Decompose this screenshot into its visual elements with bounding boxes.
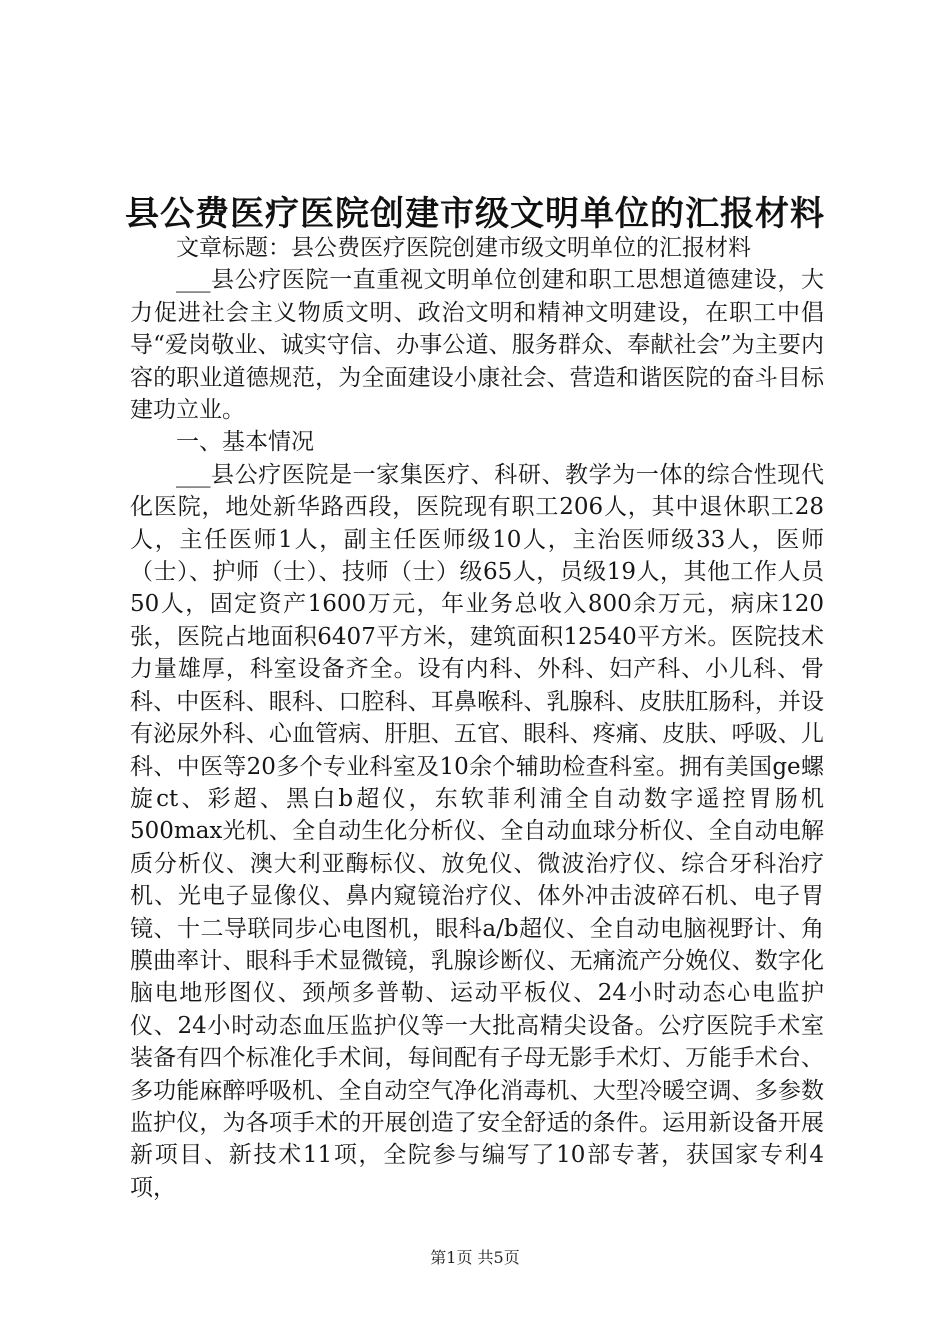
document-body xyxy=(130,232,824,1204)
page-title: 县公费医疗医院创建市级文明单位的汇报材料 xyxy=(125,194,825,234)
subject-line: 文章标题：县公费医疗医院创建市级文明单位的汇报材料 xyxy=(176,235,751,261)
paragraph-basic-info: ___县公疗医院是一家集医疗、科研、教学为一体的综合性现代化医院，地处新华路西段，医院现有职工206人，其中退休职工28人，主任医师1人，副主任医师级10人，主治医师级33人，医师（士）、护师（士）、技师（士）级65人，员级19人，其他工作人员50人，固定资产1600万元，年业务总收入800余万元，病床120张，医院占地面积6407平方米，建筑面积12540平方米。医院技术力量雄厚，科室设备齐全。设有内科、外科、妇产科、小儿科、骨科、中医科、眼科、口腔科、耳鼻喉科、乳腺科、皮肤肛肠科，并设有泌尿外科、心血管病、肝胆、五官、眼科、疼痛、皮肤、呼吸、儿科、中医等20多个专业科室及10余个辅助检查科室。拥有美国ge螺旋ct、彩超、黑白b超仪，东软菲利浦全自动数字遥控胃肠机500max光机、全自动生化分析仪、全自动血球分析仪、全自动电解质分析仪、澳大利亚酶标仪、放免仪、微波治疗仪、综合牙科治疗机、光电子显像仪、鼻内窥镜治疗仪、体外冲击波碎石机、电子胃镜、十二导联同步心电图机，眼科a/b超仪、全自动电脑视野计、角膜曲率计、眼科手术显微镜，乳腺诊断仪、无痛流产分娩仪、数字化脑电地形图仪、颈颅多普勒、运动平板仪、24小时动态心电监护仪、24小时动态血压监护仪等一大批高精尖设备。公疗医院手术室装备有四个标准化手术间，每间配有子母无影手术灯、万能手术台、多功能麻醉呼吸机、全自动空气净化消毒机、大型冷暖空调、多参数监护仪，为各项手术的开展创造了安全舒适的条件。运用新设备开展新项目、新技术11项，全院参与编写了10部专著，获国家专利4项， xyxy=(130,461,824,1201)
paragraph-intro: ___县公疗医院一直重视文明单位创建和职工思想道德建设，大力促进社会主义物质文明、政治文明和精神文明建设，在职工中倡导“爱岗敬业、诚实守信、办事公道、服务群众、奉献社会”为主要内容的职业道德规范，为全面建设小康社会、营造和谐医院的奋斗目标建功立业。 xyxy=(130,267,824,424)
section-heading: 一、基本情况 xyxy=(176,429,314,456)
page-footer: 第1页 共5页 xyxy=(430,1248,520,1267)
